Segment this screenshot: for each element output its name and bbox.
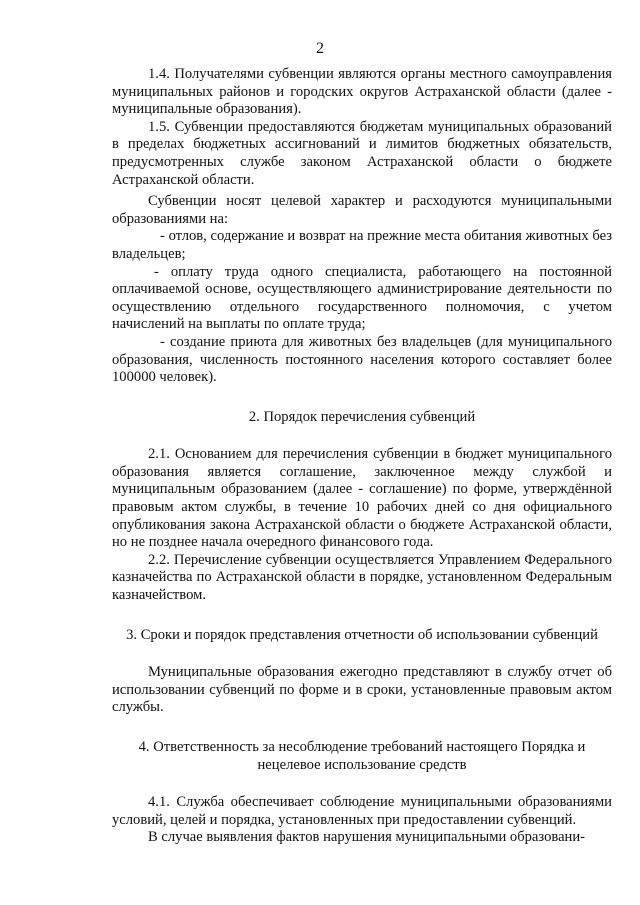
list-item-shelter: - создание приюта для животных без владельцев (для муниципального образования, численность постоянного населения которого составляет более 100000 человек). <box>112 333 612 386</box>
page-number: 2 <box>316 40 324 57</box>
paragraph-1-5: 1.5. Субвенции предоставляются бюджетам муниципальных образований в пределах бюджетных ассигнований и лимитов бюджетных обязательств, предусмотренных службе законом Астраханской области о бюджете Астраханской области. <box>112 118 612 188</box>
paragraph-1-4: 1.4. Получателями субвенции являются органы местного самоуправления муниципальных районов и городских округов Астраханской области (далее - муниципальные образования). <box>112 66 612 118</box>
paragraph-2-1: 2.1. Основанием для перечисления субвенции в бюджет муниципального образования является соглашение, заключенное между службой и муниципальным образованием (далее - соглашение) по форме, утверждённой правовым актом службы, в течение 10 рабочих дней со дня официального опубликования закона Астраханской области о бюджете Астраханской области, но не позднее начала очередного финансового года. <box>112 446 612 551</box>
section-heading-2: 2. Порядок перечисления субвенций <box>248 408 476 425</box>
paragraph-2-2: 2.2. Перечисление субвенции осуществляется Управлением Федерального казначейства по Астраханской области в порядке, установленном Федеральным казначейством. <box>112 551 612 604</box>
document-body <box>112 66 612 847</box>
section-heading-4: 4. Ответственность за несоблюдение требований настоящего Порядка и нецелевое использование средств <box>138 739 586 773</box>
list-item-catching: - отлов, содержание и возврат на прежние места обитания животных без владельцев; <box>112 228 612 262</box>
paragraph-purpose: Субвенции носят целевой характер и расходуются муниципальными образованиями на: <box>112 193 612 227</box>
list-item-salary: - оплату труда одного специалиста, работающего на постоянной оплачиваемой основе, осуществляющего администрирование деятельности по осуществлению отдельного государственного полномочия, с учетом начислений на выплаты по оплате труда; <box>112 263 612 333</box>
paragraph-4-1: 4.1. Служба обеспечивает соблюдение муниципальными образованиями условий, целей и порядка, установленных при предоставлении субвенций. <box>112 794 612 828</box>
paragraph-4-2: В случае выявления фактов нарушения муниципальными образовани- <box>148 829 586 846</box>
paragraph-3: Муниципальные образования ежегодно представляют в службу отчет об использовании субвенций по форме и в сроки, установленные правовым актом службы. <box>112 664 612 716</box>
section-heading-3: 3. Сроки и порядок представления отчетности об использовании субвенций <box>126 626 598 643</box>
